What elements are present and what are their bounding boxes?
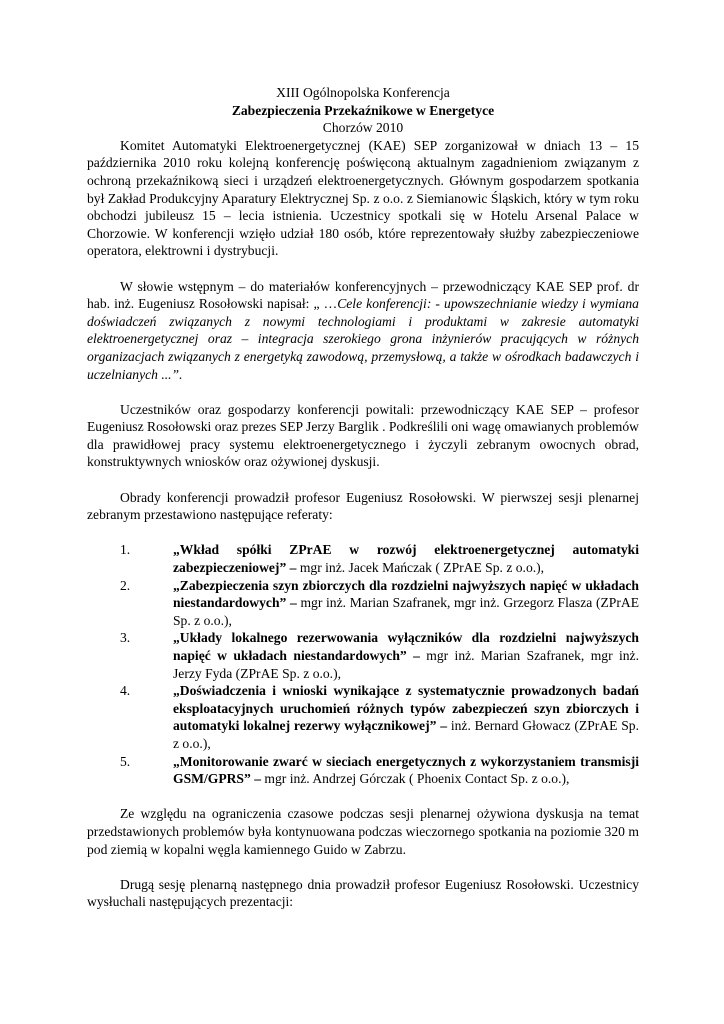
paper-title: „Układy lokalnego rezerwowania wyłączników dla rozdzielni najwyższych napięć w układach niestandardowych” – [173,630,639,663]
paper-title: „Monitorowanie zwarć w sieciach energetycznych z wykorzystaniem transmisji GSM/GPRS” – [173,753,639,787]
list-item [87,682,639,752]
paper-author: mgr inż. Marian Szafranek, mgr inż. Grzegorz Flasza (ZPrAE Sp. z o.o.), [173,595,640,628]
paper-author: mgr inż. Andrzej Górczak ( Phoenix Contact Sp. z o.o.), [261,771,570,787]
paragraph-welcome: Uczestników oraz gospodarzy konferencji powitali: przewodniczący KAE SEP – profesor Eugeniusz Rosołowski oraz prezes SEP Jerzy Barglik . Podkreślili oni wagę omawianych problemów dla prawidłowej pracy systemu elektroenergetycznego i życzyli zebranym owocnych obrad, konstruktywnych wniosków oraz ożywionej dyskusji. [87,401,639,470]
conference-place-year: Chorzów 2010 [322,120,404,136]
list-number: 1. [120,542,131,558]
list-item [87,541,639,576]
document-header [87,84,639,137]
paper-author: inż. Bernard Głowacz (ZPrAE Sp. z o.o.), [173,718,639,751]
list-item [87,753,639,788]
list-number: 4. [120,683,131,699]
conference-title: Zabezpieczenia Przekaźnikowe w Energetyce [231,102,495,118]
paper-title: „Zabezpieczenia szyn zbiorczych dla rozdzielni najwyższych napięć w układach niestandardowych” – [173,577,639,611]
introduction-text: W słowie wstępnym – do materiałów konferencyjnych – przewodniczący KAE SEP prof. dr hab. inż. Eugeniusz Rosołowski napisał: „ … [87,278,639,312]
list-item [87,629,639,682]
paragraph-session-one: Obrady konferencji prowadził profesor Eugeniusz Rosołowski. W pierwszej sesji plenarnej zebranym przestawiono następujące referaty: [87,489,639,523]
introduction-quote: Cele konferencji: - upowszechnianie wiedzy i wymiana doświadczeń związanych z nowymi technologiami i produktami w zakresie automatyki elektroenergetycznej oraz – integracja szerokiego grona inżynierów pracujących w różnych organizacjach związanych z energetyką zawodową, przemysłową, a także w ośrodkach badawczych i uczelnianych ...”. [87,296,639,382]
paper-title: „Doświadczenia i wnioski wynikające z systematycznie prowadzonych badań eksploatacyjnych uruchomień różnych typów zabezpieczeń szyn zbiorczych i automatyki lokalnej rezerwy wyłącznikowej” – [173,683,639,734]
paragraph-organization: Komitet Automatyki Elektroenergetycznej (KAE) SEP zorganizował w dniach 13 – 15 października 2010 roku kolejną konferencję poświęconą aktualnym zagadnieniom związanym z ochroną przekaźnikową sieci i urządzeń elektroenergetycznych. Głównym gospodarzem spotkania był Zakład Produkcyjny Aparatury Elektrycznej Sp. z o.o. z Siemianowic Śląskich, który w tym roku obchodzi jubileusz 15 – lecia istnienia. Uczestnicy spotkali się w Hotelu Arsenal Palace w Chorzowie. W konferencji wzięło udział 180 osób, które reprezentowały służby zabezpieczeniowe operatora, elektrowni i dystrybucji. [87,137,639,259]
paper-author: mgr inż. Jacek Mańczak ( ZPrAE Sp. z o.o.), [296,560,545,576]
paper-title: „Wkład spółki ZPrAE w rozwój elektroenergetycznej automatyki zabezpieczeniowej” – [173,542,639,576]
conference-edition: XIII Ogólnopolska Konferencja [276,85,450,100]
paragraph-session-two: Drugą sesję plenarną następnego dnia prowadził profesor Eugeniusz Rosołowski. Uczestnicy wysłuchali następujących prezentacji: [87,876,639,910]
paragraph-discussion: Ze względu na ograniczenia czasowe podczas sesji plenarnej ożywiona dyskusja na temat przedstawionych problemów była kontynuowana podczas wieczornego spotkania na poziomie 320 m pod ziemią w kopalni węgla kamiennego Guido w Zabrzu. [87,806,639,857]
paper-author: mgr inż. Marian Szafranek, mgr inż. Jerzy Fyda (ZPrAE Sp. z o.o.), [173,648,639,681]
document-page [87,84,639,911]
papers-list [87,541,639,787]
list-number: 2. [120,577,131,593]
list-item [87,577,639,630]
list-number: 3. [120,630,131,646]
list-number: 5. [120,753,131,769]
paragraph-introduction [87,278,639,384]
